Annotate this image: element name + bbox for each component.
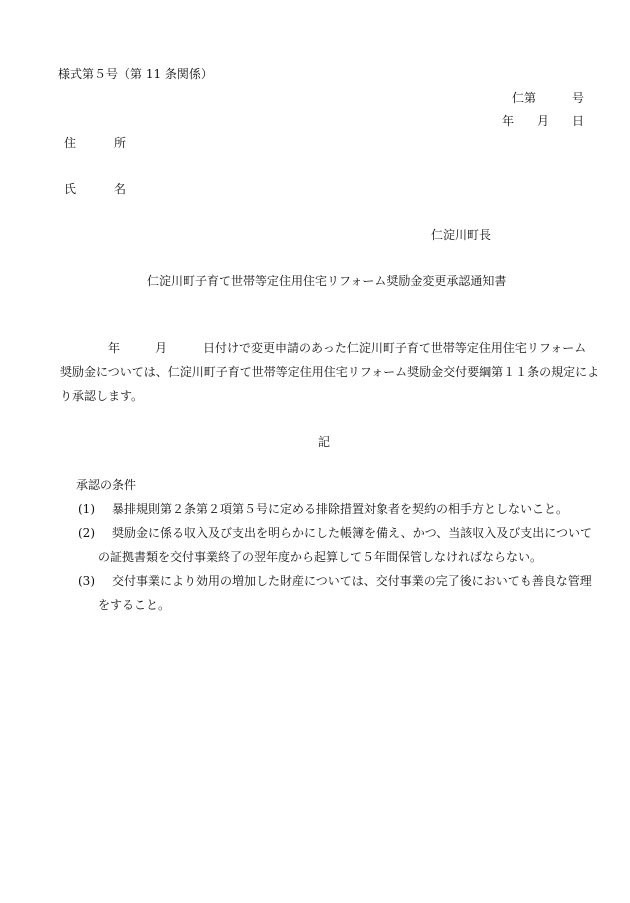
condition-3-text-line2: をすること。	[98, 598, 171, 612]
condition-3-text-line1: 交付事業により効用の増加した財産については、交付事業の完了後においても善良な管理	[112, 574, 592, 588]
date-month: 月	[537, 114, 550, 128]
date-year: 年	[502, 114, 515, 128]
name-label-2: 名	[114, 182, 127, 196]
document-number-suffix: 号	[572, 91, 585, 105]
form-label: 様式第５号（第 11 条関係）	[58, 67, 213, 81]
body-line3: り承認します。	[60, 389, 144, 403]
body-year: 年	[108, 341, 121, 355]
body-line1: 日付けで変更申請のあった仁淀川町子育て世帯等定住用住宅リフォーム	[203, 341, 587, 355]
body-month: 月	[155, 341, 168, 355]
issuer: 仁淀川町長	[431, 228, 492, 242]
body-line2: 奨励金については、仁淀川町子育て世帯等定住用住宅リフォーム奨励金交付要綱第１１条の規定によ	[60, 365, 600, 379]
document-number-prefix: 仁第	[512, 91, 537, 105]
condition-3-number: (3)	[78, 574, 95, 588]
condition-2-text-line2: の証拠書類を交付事業終了の翌年度から起算して５年間保管しなければならない。	[98, 550, 543, 564]
name-label-1: 氏	[64, 182, 77, 196]
condition-2-number: (2)	[78, 526, 95, 540]
address-label-2: 所	[114, 136, 127, 150]
address-label-1: 住	[64, 136, 77, 150]
condition-1-number: (1)	[78, 502, 95, 516]
document-title: 仁淀川町子育て世帯等定住用住宅リフォーム奨励金変更承認通知書	[147, 274, 507, 288]
ki-label: 記	[318, 435, 331, 449]
conditions-heading: 承認の条件	[76, 478, 137, 492]
condition-2-text-line1: 奨励金に係る収入及び支出を明らかにした帳簿を備え、かつ、当該収入及び支出について	[112, 526, 593, 540]
condition-1-text: 暴排規則第２条第２項第５号に定める排除措置対象者を契約の相手方としないこと。	[112, 502, 569, 516]
date-day: 日	[572, 114, 585, 128]
